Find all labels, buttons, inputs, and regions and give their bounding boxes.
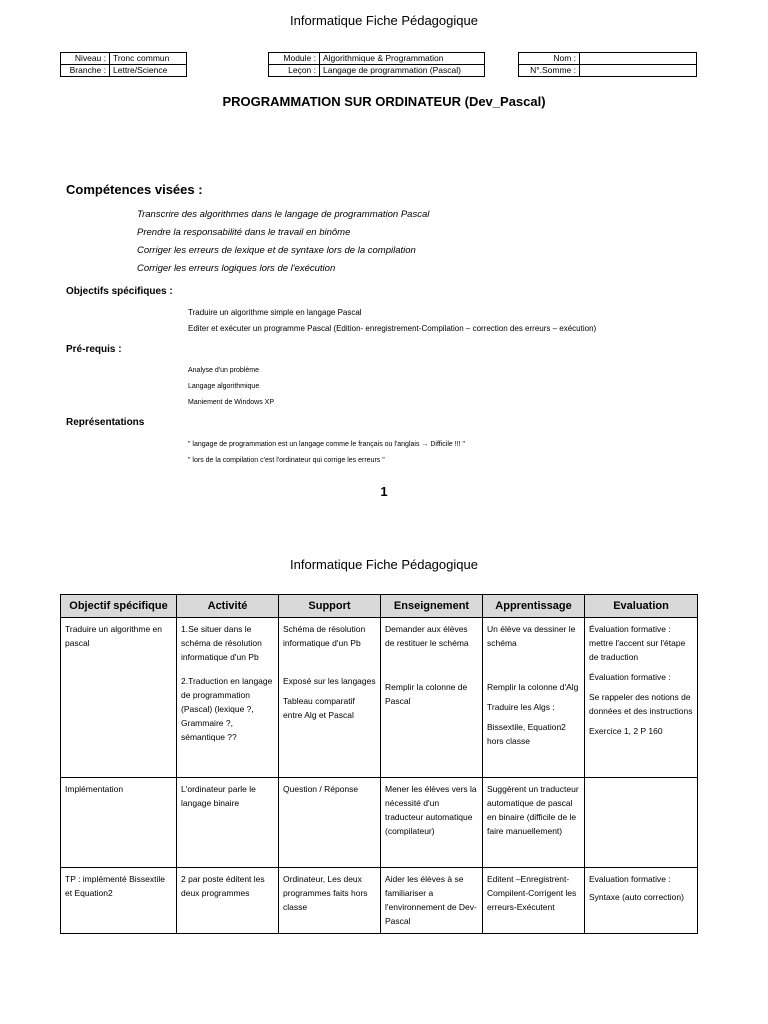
cell-objectif bbox=[61, 868, 177, 934]
branche-label: Branche : bbox=[61, 65, 110, 77]
competences-list bbox=[137, 206, 429, 278]
cell-text: Traduire un algorithme en pascal bbox=[65, 624, 163, 648]
cell-enseignement bbox=[381, 778, 483, 868]
module-label: Module : bbox=[269, 53, 320, 65]
cell-text: TP : implémenté Bissextile et Equation2 bbox=[65, 874, 165, 898]
representations-list bbox=[188, 437, 465, 469]
cell-evaluation bbox=[585, 868, 698, 934]
branche-value: Lettre/Science bbox=[110, 65, 187, 77]
cell-objectif bbox=[61, 618, 177, 778]
col-header-apprentissage: Apprentissage bbox=[483, 595, 585, 618]
cell-activite bbox=[177, 618, 279, 778]
cell-activite bbox=[177, 778, 279, 868]
nom-label: Nom : bbox=[519, 53, 580, 65]
table-row bbox=[61, 618, 698, 778]
cell-text: Traduire les Algs : bbox=[487, 702, 555, 712]
cell-objectif bbox=[61, 778, 177, 868]
col-header-evaluation: Evaluation bbox=[585, 595, 698, 618]
header-module-table bbox=[268, 52, 485, 77]
col-header-support: Support bbox=[279, 595, 381, 618]
cell-text: Ordinateur, Les deux programmes faits hors classe bbox=[283, 874, 368, 912]
module-value: Algorithmique & Programmation bbox=[320, 53, 485, 65]
prerequis-item: Maniement de Windows XP bbox=[188, 399, 274, 406]
objectif-item: Editer et exécuter un programme Pascal (Edition- enregistrement-Compilation – correction des erreurs – exécution) bbox=[188, 324, 597, 333]
pedagogy-table bbox=[60, 594, 698, 934]
cell-text: 1.Se situer dans le schéma de résolution informatique d'un Pb bbox=[181, 624, 262, 662]
niveau-label: Niveau : bbox=[61, 53, 110, 65]
table-row bbox=[61, 868, 698, 934]
cell-text: Évaluation formative : bbox=[589, 672, 671, 682]
cell-support bbox=[279, 618, 381, 778]
cell-text: Editent –Enregistrent-Compilent-Corrigent les erreurs-Exécutent bbox=[487, 874, 577, 912]
representation-item: " lors de la compilation c'est l'ordinateur qui corrige les erreurs " bbox=[188, 457, 385, 464]
header-student-table bbox=[518, 52, 697, 77]
cell-activite bbox=[177, 868, 279, 934]
nom-field[interactable] bbox=[580, 53, 697, 65]
cell-evaluation bbox=[585, 618, 698, 778]
cell-text: Question / Réponse bbox=[283, 784, 359, 794]
cell-apprentissage bbox=[483, 778, 585, 868]
lecon-label: Leçon : bbox=[269, 65, 320, 77]
competence-item: Transcrire des algorithmes dans le langage de programmation Pascal bbox=[137, 209, 430, 220]
cell-text: Un élève va dessiner le schéma bbox=[487, 624, 576, 648]
cell-text: 2.Traduction en langage de programmation (Pascal) (lexique ?, Grammaire ?, sémantique ?? bbox=[181, 676, 273, 742]
niveau-value: Tronc commun bbox=[110, 53, 187, 65]
cell-text: Exposé sur les langages bbox=[283, 676, 376, 686]
col-header-enseignement: Enseignement bbox=[381, 595, 483, 618]
cell-support bbox=[279, 868, 381, 934]
cell-support bbox=[279, 778, 381, 868]
cell-text: Remplir la colonne de Pascal bbox=[385, 682, 468, 706]
representations-heading: Représentations bbox=[66, 417, 145, 428]
cell-text: Demander aux élèves de restituer le schéma bbox=[385, 624, 469, 648]
cell-text: Syntaxe (auto correction) bbox=[589, 892, 684, 902]
cell-text: Remplir la colonne d'Alg bbox=[487, 682, 579, 692]
table-header-row bbox=[61, 595, 698, 618]
cell-text: Aider les élèves à se familiariser a l'environnement de Dev-Pascal bbox=[385, 874, 477, 926]
cell-text: Bissextile, Equation2 hors classe bbox=[487, 722, 566, 746]
prerequis-list bbox=[188, 363, 274, 411]
cell-text: Suggèrent un traducteur automatique de pascal en binaire (difficile de le faire manuellement) bbox=[487, 784, 579, 836]
cell-apprentissage bbox=[483, 618, 585, 778]
cell-text: L'ordinateur parle le langage binaire bbox=[181, 784, 256, 808]
main-title: PROGRAMMATION SUR ORDINATEUR (Dev_Pascal) bbox=[222, 94, 546, 109]
numero-somme-field[interactable] bbox=[580, 65, 697, 77]
table-row bbox=[61, 778, 698, 868]
competence-item: Prendre la responsabilité dans le travail en binôme bbox=[137, 227, 351, 238]
objectifs-list bbox=[188, 305, 596, 337]
cell-text: Evaluation formative : bbox=[589, 874, 671, 884]
cell-text: Mener les élèves vers la nécessité d'un traducteur automatique (compilateur) bbox=[385, 784, 477, 836]
cell-enseignement bbox=[381, 868, 483, 934]
objectif-item: Traduire un algorithme simple en langage Pascal bbox=[188, 308, 362, 317]
col-header-activite: Activité bbox=[177, 595, 279, 618]
cell-evaluation bbox=[585, 778, 698, 868]
cell-apprentissage bbox=[483, 868, 585, 934]
representation-item: " langage de programmation est un langage comme le français ou l'anglais → Difficile !!! " bbox=[188, 441, 465, 448]
col-header-objectif: Objectif spécifique bbox=[61, 595, 177, 618]
cell-enseignement bbox=[381, 618, 483, 778]
page-number: 1 bbox=[380, 484, 388, 499]
objectifs-heading: Objectifs spécifiques : bbox=[66, 286, 173, 297]
lecon-value: Langage de programmation (Pascal) bbox=[320, 65, 485, 77]
numero-somme-label: N°.Somme : bbox=[519, 65, 580, 77]
cell-text: Exercice 1, 2 P 160 bbox=[589, 726, 663, 736]
cell-text: Évaluation formative : mettre l'accent sur l'étape de traduction bbox=[589, 624, 686, 662]
competence-item: Corriger les erreurs de lexique et de syntaxe lors de la compilation bbox=[137, 245, 416, 256]
fiche-title: Informatique Fiche Pédagogique bbox=[290, 13, 478, 28]
competences-heading: Compétences visées : bbox=[66, 182, 203, 197]
cell-text: Se rappeler des notions de données et des instructions bbox=[589, 692, 693, 716]
cell-text: Schéma de résolution informatique d'un Pb bbox=[283, 624, 366, 648]
cell-text: Tableau comparatif entre Alg et Pascal bbox=[283, 696, 355, 720]
prerequis-item: Langage algorithmique bbox=[188, 383, 260, 390]
header-niveau-table bbox=[60, 52, 187, 77]
competence-item: Corriger les erreurs logiques lors de l'exécution bbox=[137, 263, 336, 274]
prerequis-item: Analyse d'un problème bbox=[188, 367, 259, 374]
cell-text: Implémentation bbox=[65, 784, 124, 794]
cell-text: 2 par poste éditent les deux programmes bbox=[181, 874, 265, 898]
prerequis-heading: Pré-requis : bbox=[66, 344, 122, 355]
fiche-title-page2: Informatique Fiche Pédagogique bbox=[290, 557, 478, 572]
